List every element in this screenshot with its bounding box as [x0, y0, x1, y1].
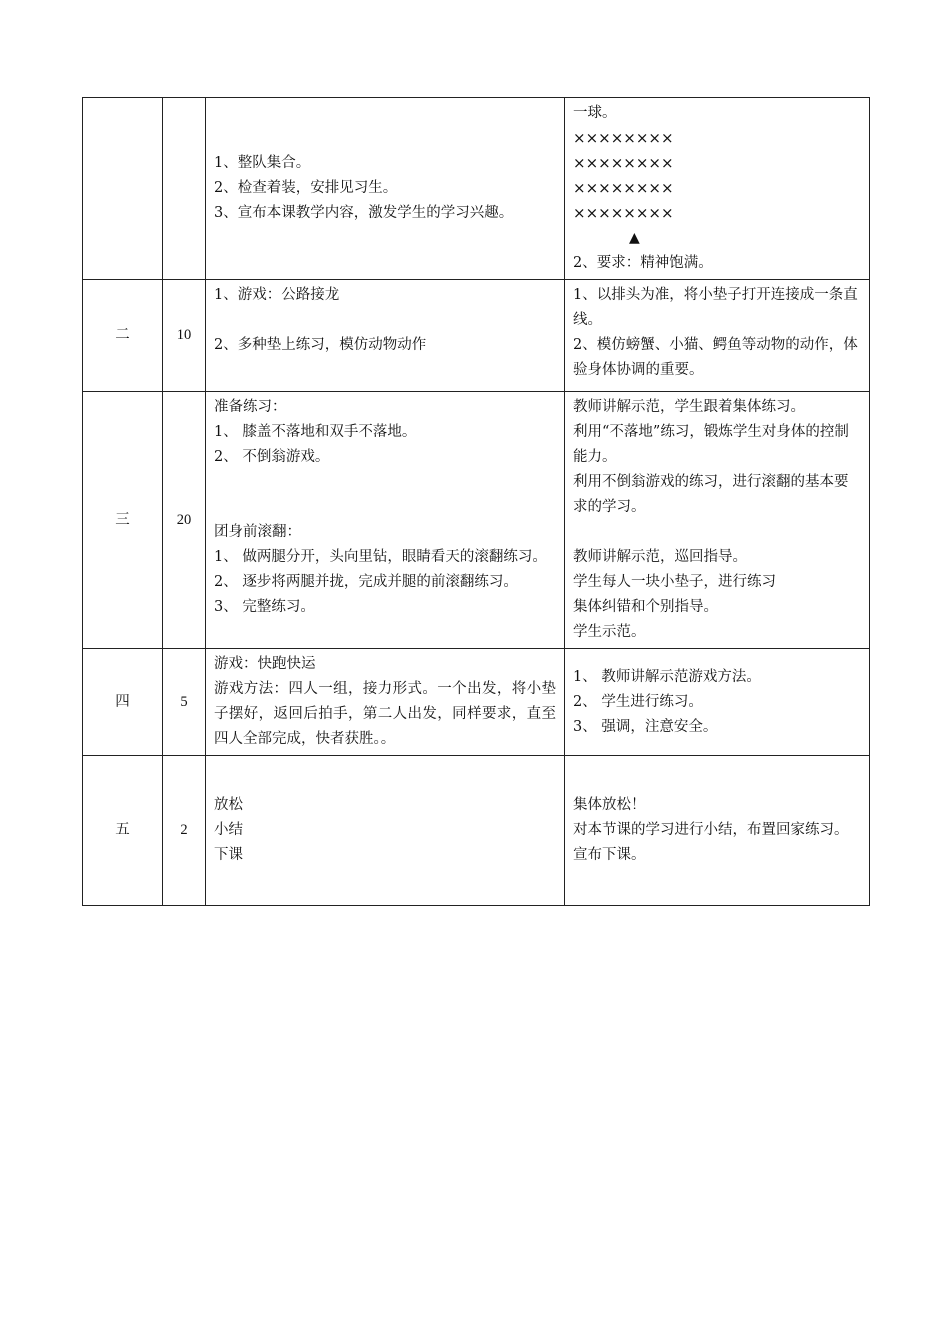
method-line: 一球。 — [573, 105, 617, 121]
content-line: 2、多种垫上练习，模仿动物动作 — [214, 337, 427, 353]
formation-row: ×××××××× — [573, 204, 674, 222]
method-cell — [565, 280, 870, 392]
content-line: 放松 — [214, 797, 243, 813]
part-cell: 三 — [83, 392, 163, 649]
lesson-plan-table — [82, 97, 870, 906]
content-cell — [206, 392, 565, 649]
content-line: 2、 逐步将两腿并拢，完成并腿的前滚翻练习。 — [214, 574, 518, 590]
content-cell — [206, 98, 565, 280]
formation-row: ×××××××× — [573, 129, 674, 147]
part-cell: 四 — [83, 649, 163, 756]
method-line: 教师讲解示范，巡回指导。 — [573, 549, 747, 565]
content-line: 1、 做两腿分开，头向里钻，眼睛看天的滚翻练习。 — [214, 549, 547, 565]
method-line: 利用“不落地”练习，锻炼学生对身体的控制能力。 — [573, 424, 849, 465]
content-heading: 准备练习： — [214, 399, 287, 415]
content-line: 1、游戏：公路接龙 — [214, 287, 340, 303]
method-cell — [565, 98, 870, 280]
time-cell: 20 — [163, 392, 206, 649]
table-row — [83, 98, 870, 280]
content-line: 3、 完整练习。 — [214, 599, 315, 615]
table-row — [83, 392, 870, 649]
method-line: 对本节课的学习进行小结，布置回家练习。 — [573, 822, 849, 838]
content-line: 1、 膝盖不落地和双手不落地。 — [214, 424, 417, 440]
content-cell — [206, 649, 565, 756]
content-heading: 团身前滚翻： — [214, 524, 301, 540]
time-cell: 5 — [163, 649, 206, 756]
time-cell: 2 — [163, 756, 206, 906]
teacher-position-icon: ▲ — [629, 230, 640, 246]
method-line: 1、 教师讲解示范游戏方法。 — [573, 668, 761, 685]
table-row — [83, 280, 870, 392]
method-line: 2、模仿螃蟹、小猫、鳄鱼等动物的动作，体验身体协调的重要。 — [573, 337, 858, 378]
method-line: 利用不倒翁游戏的练习，进行滚翻的基本要求的学习。 — [573, 474, 849, 515]
time-cell: 10 — [163, 280, 206, 392]
table-row — [83, 756, 870, 906]
method-line: 集体放松！ — [573, 797, 646, 813]
method-cell — [565, 756, 870, 906]
part-cell: 五 — [83, 756, 163, 906]
method-line: 2、要求：精神饱满。 — [573, 255, 713, 271]
content-cell — [206, 280, 565, 392]
time-cell — [163, 98, 206, 280]
content-line: 2、 不倒翁游戏。 — [214, 449, 330, 465]
content-line: 3、宣布本课教学内容，激发学生的学习兴趣。 — [214, 205, 514, 221]
method-line: 3、 强调，注意安全。 — [573, 718, 718, 735]
content-line: 小结 — [214, 822, 243, 838]
content-line: 下课 — [214, 847, 243, 863]
method-line: 学生每人一块小垫子，进行练习 — [573, 574, 776, 590]
method-line: 集体纠错和个别指导。 — [573, 599, 718, 615]
content-line: 1、整队集合。 — [214, 155, 311, 171]
method-line: 学生示范。 — [573, 624, 646, 640]
method-line: 2、 学生进行练习。 — [573, 693, 703, 710]
method-line: 教师讲解示范，学生跟着集体练习。 — [573, 399, 805, 415]
part-cell: 二 — [83, 280, 163, 392]
method-cell — [565, 392, 870, 649]
content-cell — [206, 756, 565, 906]
formation-row: ×××××××× — [573, 154, 674, 172]
content-line: 游戏：快跑快运 — [214, 656, 316, 672]
content-line: 2、检查着装，安排见习生。 — [214, 180, 398, 196]
content-line: 游戏方法：四人一组，接力形式。一个出发，将小垫子摆好，返回后拍手，第二人出发，同样要求，直至四人全部完成，快者获胜。。 — [214, 681, 556, 747]
method-cell — [565, 649, 870, 756]
table-row — [83, 649, 870, 756]
method-line: 宣布下课。 — [573, 847, 646, 863]
part-cell — [83, 98, 163, 280]
method-line: 1、以排头为准，将小垫子打开连接成一条直线。 — [573, 287, 858, 328]
formation-row: ×××××××× — [573, 179, 674, 197]
